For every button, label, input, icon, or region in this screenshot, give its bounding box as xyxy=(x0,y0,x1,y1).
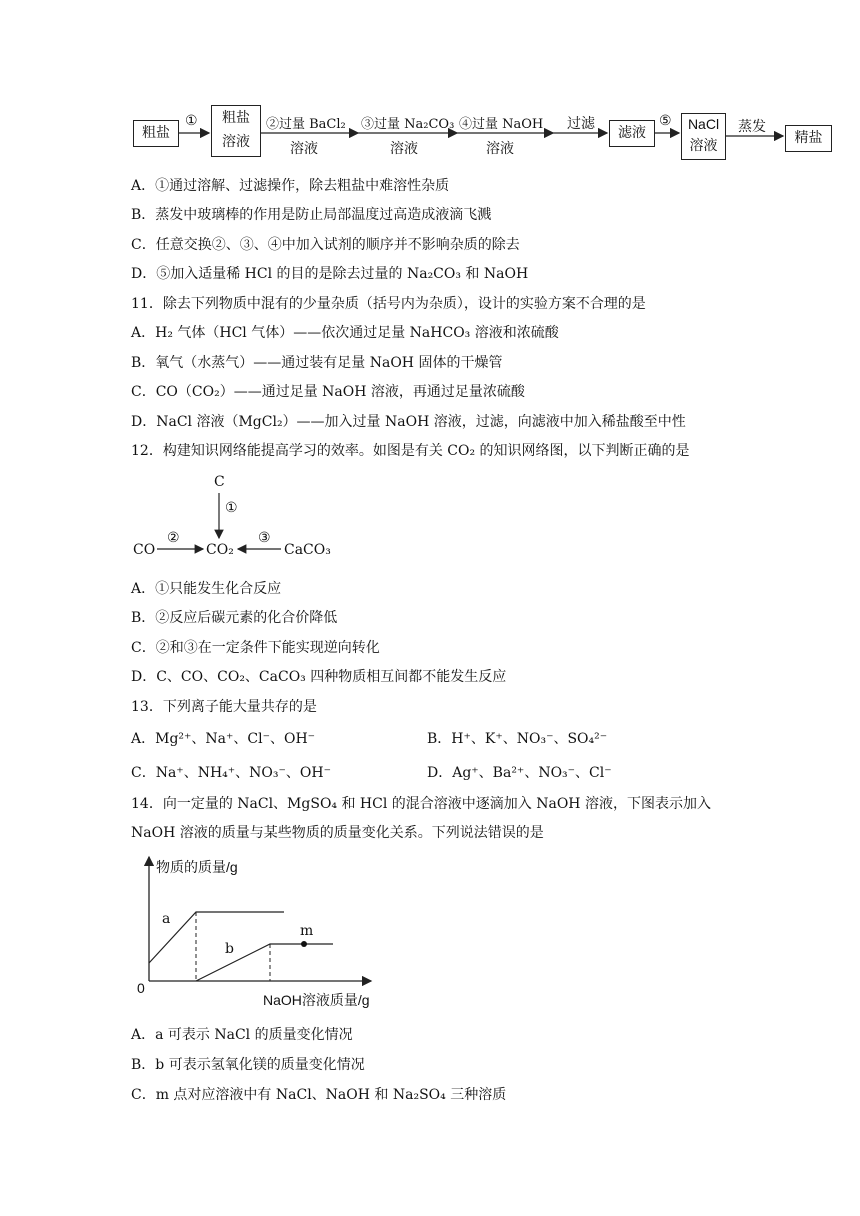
flow-box-crude-salt: 粗盐 xyxy=(133,120,179,147)
flow-arrow3-top: ③过量 Na₂CO₃ xyxy=(361,117,455,132)
chart-x-label: NaOH溶液质量/g xyxy=(263,992,370,1008)
flow-arrow4-top: ④过量 NaOH xyxy=(459,117,544,132)
chart-series-b-line xyxy=(196,944,333,981)
diagram-label-2: ② xyxy=(167,530,180,546)
q11-option-a: A．H₂ 气体（HCl 气体）——依次通过足量 NaHCO₃ 溶液和浓硫酸 xyxy=(131,325,559,341)
q14-option-c: C．m 点对应溶液中有 NaCl、NaOH 和 Na₂SO₄ 三种溶质 xyxy=(131,1087,507,1103)
q12-option-d: D．C、CO、CO₂、CaCO₃ 四种物质相互间都不能发生反应 xyxy=(131,669,507,685)
chart-series-b-label: b xyxy=(225,941,234,957)
flow-arrow6-top: 蒸发 xyxy=(738,119,766,135)
chart-y-label: 物质的质量/g xyxy=(156,859,238,875)
q12-option-c: C．②和③在一定条件下能实现逆向转化 xyxy=(131,640,380,656)
q11-stem: 11．除去下列物质中混有的少量杂质（括号内为杂质），设计的实验方案不合理的是 xyxy=(131,296,646,312)
chart-point-m-label: m xyxy=(300,923,314,939)
q12-stem: 12．构建知识网络能提高学习的效率。如图是有关 CO₂ 的知识网络图，以下判断正确的是 xyxy=(131,443,690,459)
q11-option-b: B．氧气（水蒸气）——通过装有足量 NaOH 固体的干燥管 xyxy=(131,355,503,371)
flow-arrow2-top: ②过量 BaCl₂ xyxy=(266,117,346,132)
flow-arrow5-top: 过滤 xyxy=(567,116,595,132)
q10-option-c: C．任意交换②、③、④中加入试剂的顺序并不影响杂质的除去 xyxy=(131,237,520,253)
diagram-node-caco3: CaCO₃ xyxy=(284,542,331,558)
q14-option-b: B．b 可表示氢氧化镁的质量变化情况 xyxy=(131,1057,365,1073)
q13-stem: 13．下列离子能大量共存的是 xyxy=(131,699,317,715)
q13-option-b: B．H⁺、K⁺、NO₃⁻、SO₄²⁻ xyxy=(427,731,608,747)
diagram-label-3: ③ xyxy=(258,530,271,546)
diagram-node-c: C xyxy=(214,474,225,490)
flow-box-refined-salt: 精盐 xyxy=(785,125,832,152)
chart-series-a-label: a xyxy=(162,911,171,927)
q11-option-c: C．CO（CO₂）——通过足量 NaOH 溶液，再通过足量浓硫酸 xyxy=(131,384,525,400)
chart-origin-label: 0 xyxy=(137,980,145,996)
flow-box-nacl-solution: NaCl 溶液 xyxy=(681,113,726,160)
flow-arrow4-bottom: 溶液 xyxy=(486,141,514,157)
q14-option-a: A．a 可表示 NaCl 的质量变化情况 xyxy=(131,1027,353,1043)
flow-box-crude-solution: 粗盐 溶液 xyxy=(211,105,261,157)
flow-arrow2-bottom: 溶液 xyxy=(290,141,318,157)
q14-stem-line1: 14．向一定量的 NaCl、MgSO₄ 和 HCl 的混合溶液中逐滴加入 NaOH 溶液，下图表示加入 xyxy=(131,796,711,812)
q13-option-c: C．Na⁺、NH₄⁺、NO₃⁻、OH⁻ xyxy=(131,765,331,781)
q14-stem-line2: NaOH 溶液的质量与某些物质的质量变化关系。下列说法错误的是 xyxy=(131,825,544,841)
q10-option-b: B．蒸发中玻璃棒的作用是防止局部温度过高造成液滴飞溅 xyxy=(131,207,492,223)
chart-series-a-line xyxy=(149,912,284,963)
flow-circle-5: ⑤ xyxy=(659,113,672,129)
diagram-node-co: CO xyxy=(133,542,156,558)
q10-option-a: A．①通过溶解、过滤操作，除去粗盐中难溶性杂质 xyxy=(131,178,450,194)
diagram-node-co2: CO₂ xyxy=(206,542,234,558)
flow-arrow3-bottom: 溶液 xyxy=(390,141,418,157)
q13-option-d: D．Ag⁺、Ba²⁺、NO₃⁻、Cl⁻ xyxy=(427,765,612,781)
flow-circle-1: ① xyxy=(185,113,198,129)
q10-option-d: D．⑤加入适量稀 HCl 的目的是除去过量的 Na₂CO₃ 和 NaOH xyxy=(131,266,529,282)
diagram-label-1: ① xyxy=(225,500,238,516)
q11-option-d: D．NaCl 溶液（MgCl₂）——加入过量 NaOH 溶液，过滤，向滤液中加入稀盐酸至中性 xyxy=(131,414,686,430)
q12-option-b: B．②反应后碳元素的化合价降低 xyxy=(131,610,338,626)
flow-box-filtrate: 滤液 xyxy=(609,120,655,147)
q13-option-a: A．Mg²⁺、Na⁺、Cl⁻、OH⁻ xyxy=(131,731,316,747)
q12-option-a: A．①只能发生化合反应 xyxy=(131,581,282,597)
chart-point-m xyxy=(301,941,307,947)
